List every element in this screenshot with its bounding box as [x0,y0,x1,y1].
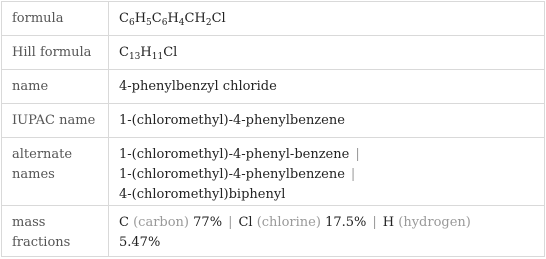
element-name: (hydrogen) [398,215,471,230]
alternate-name-item: 1-(chloromethyl)-4-phenylbenzene [119,167,345,182]
alternate-name-item: 4-(chloromethyl)biphenyl [119,187,286,202]
alternate-names-value [109,138,545,206]
row-mass-fractions [2,206,545,257]
row-hill-formula [2,36,545,70]
separator: | [350,167,356,182]
formula-label: formula [2,2,109,36]
element-fraction: 77% [193,215,223,230]
name-value: 4-phenylbenzyl chloride [109,70,545,104]
row-alternate-names [2,138,545,206]
element-symbol: H [382,215,395,230]
name-label: name [2,70,109,104]
element-name: (chlorine) [256,215,321,230]
separator: | [355,147,360,162]
row-formula [2,2,545,36]
row-name [2,70,545,104]
element-symbol: Cl [238,215,253,230]
element-fraction: 5.47% [119,235,161,250]
element-name: (carbon) [133,215,190,230]
alternate-name-item: 1-(chloromethyl)-4-phenyl-benzene [119,147,350,162]
properties-table [1,1,545,257]
formula-value: $C_6H_5C_6H_4CH_2Cl$ [109,2,545,36]
row-iupac-name [2,104,545,138]
alternate-names-label: alternate names [2,138,109,206]
iupac-name-label: IUPAC name [2,104,109,138]
iupac-name-value: 1-(chloromethyl)-4-phenylbenzene [109,104,545,138]
separator: | [372,215,377,230]
mass-fractions-value [109,206,545,257]
element-fraction: 17.5% [325,215,367,230]
hill-formula-label: Hill formula [2,36,109,70]
mass-fractions-label: mass fractions [2,206,109,257]
separator: | [228,215,233,230]
element-symbol: C [119,215,129,230]
hill-formula-value: $C_{13}H_{11}Cl$ [109,36,545,70]
